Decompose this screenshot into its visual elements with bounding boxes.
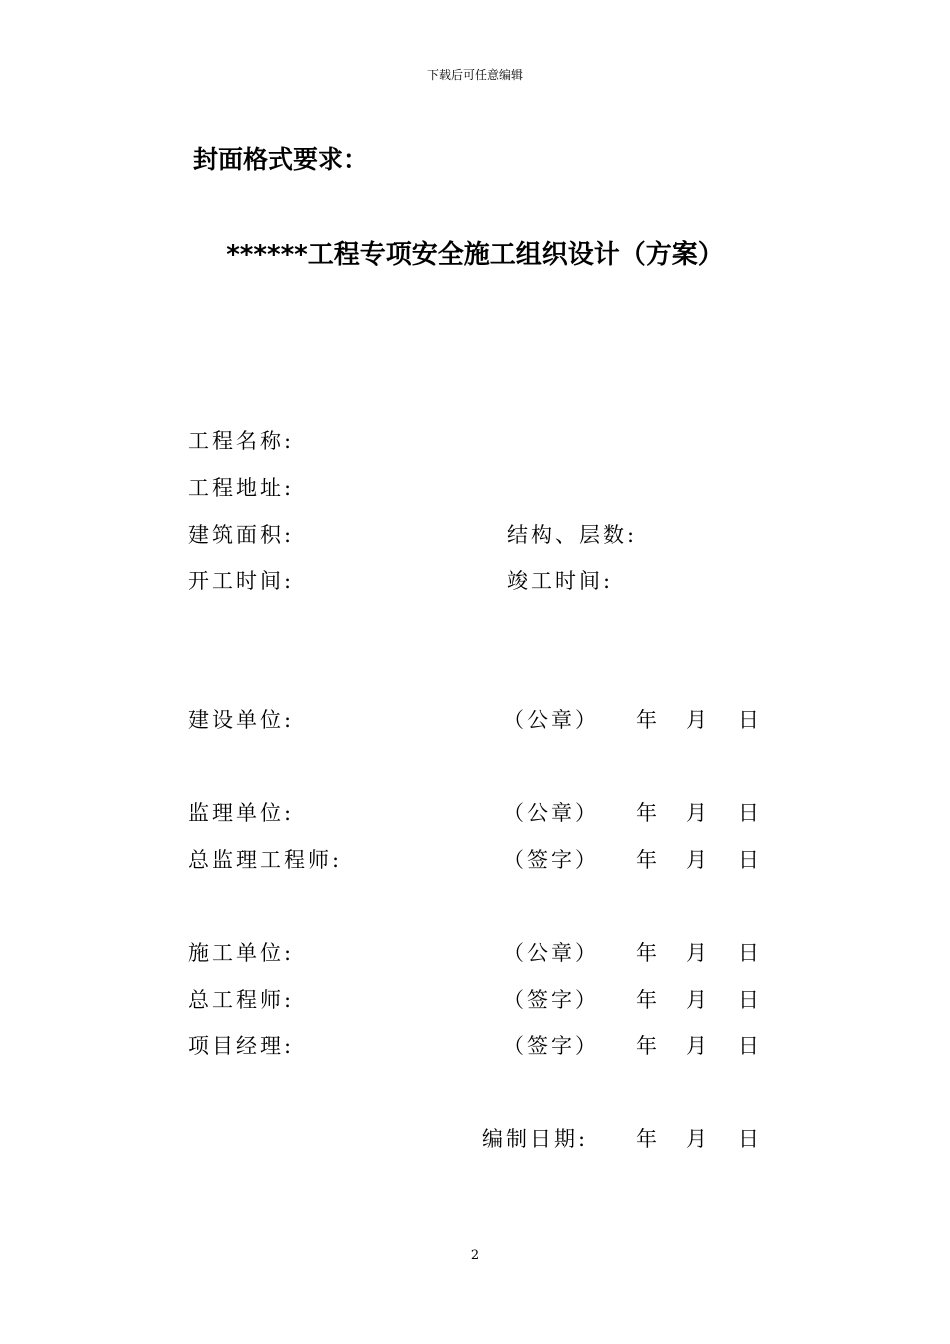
- year-unit: 年: [636, 708, 660, 732]
- month-unit: 月: [686, 848, 710, 872]
- year-unit: 年: [636, 941, 660, 965]
- structure-floors-label: 结构、层数:: [507, 523, 638, 547]
- year-unit: 年: [636, 1034, 660, 1058]
- document-title: ******工程专项安全施工组织设计（方案）: [226, 240, 724, 270]
- year-unit: 年: [636, 848, 660, 872]
- seal-note: （签字）: [503, 1034, 599, 1058]
- signature-label: 建设单位:: [188, 708, 295, 732]
- day-unit: 日: [738, 1127, 762, 1151]
- seal-note: （签字）: [503, 848, 599, 872]
- building-area-label: 建筑面积:: [188, 523, 295, 547]
- month-unit: 月: [686, 708, 710, 732]
- page-number: 2: [470, 1248, 480, 1263]
- month-unit: 月: [686, 1127, 710, 1151]
- day-unit: 日: [738, 848, 762, 872]
- seal-note: （公章）: [503, 708, 599, 732]
- year-unit: 年: [636, 988, 660, 1012]
- signature-label: 监理单位:: [188, 801, 295, 825]
- project-address-label: 工程地址:: [188, 476, 295, 500]
- seal-note: （签字）: [503, 988, 599, 1012]
- signature-label: 施工单位:: [188, 941, 295, 965]
- start-time-label: 开工时间:: [188, 569, 295, 593]
- seal-note: （公章）: [503, 801, 599, 825]
- page-header: 下载后可任意编辑: [426, 68, 523, 82]
- year-unit: 年: [636, 1127, 660, 1151]
- month-unit: 月: [686, 941, 710, 965]
- day-unit: 日: [738, 988, 762, 1012]
- day-unit: 日: [738, 708, 762, 732]
- month-unit: 月: [686, 801, 710, 825]
- month-unit: 月: [686, 988, 710, 1012]
- compile-date-label: 编制日期:: [482, 1127, 589, 1151]
- day-unit: 日: [738, 801, 762, 825]
- seal-note: （公章）: [503, 941, 599, 965]
- end-time-label: 竣工时间:: [507, 569, 614, 593]
- signature-label: 项目经理:: [188, 1034, 295, 1058]
- cover-format-requirement: 封面格式要求：: [193, 145, 369, 174]
- project-name-label: 工程名称:: [188, 429, 295, 453]
- signature-label: 总监理工程师:: [188, 848, 343, 872]
- month-unit: 月: [686, 1034, 710, 1058]
- day-unit: 日: [738, 1034, 762, 1058]
- year-unit: 年: [636, 801, 660, 825]
- signature-label: 总工程师:: [188, 988, 295, 1012]
- day-unit: 日: [738, 941, 762, 965]
